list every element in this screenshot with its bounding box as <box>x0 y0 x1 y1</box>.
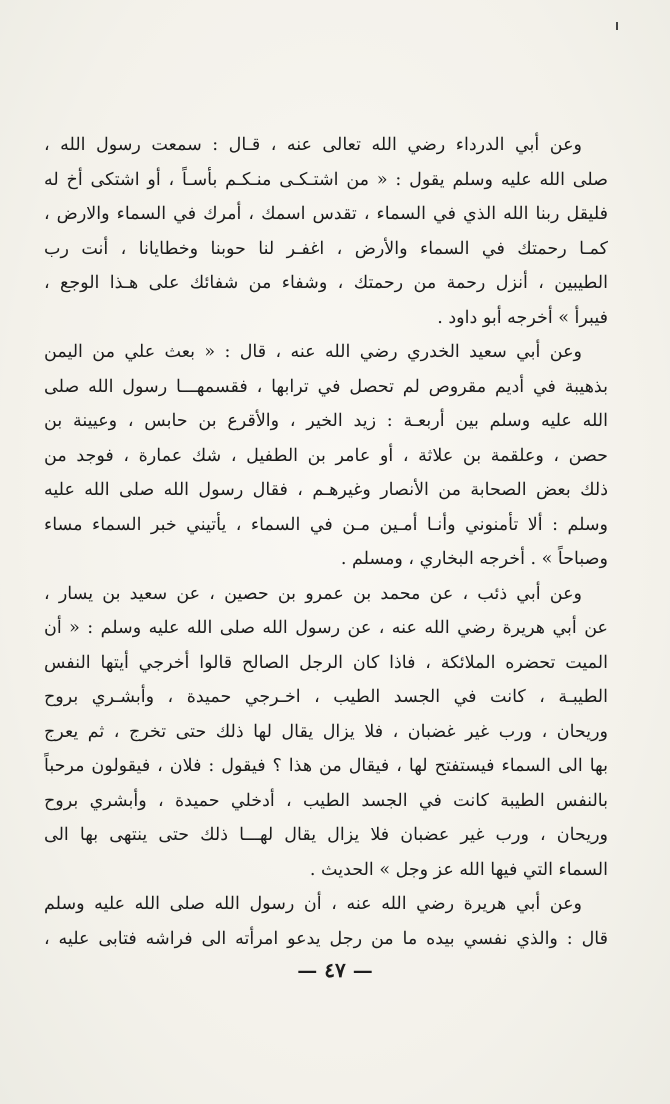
text-line: الله عليه وسلم بين أربعـة : زيد الخير ، والأقرع بن حابس ، وعيينة بن <box>44 411 608 431</box>
paragraph-abu-darda <box>44 128 608 335</box>
text-line: عن أبي هريرة رضي الله عنه ، عن رسول الله صلى الله عليه وسلم : « أن <box>44 618 608 638</box>
paragraph-abu-dhib <box>44 577 608 888</box>
text-line: الميت تحضره الملائكة ، فاذا كان الرجل الصالح قالوا أخرجي أيتها النفس <box>44 652 608 673</box>
text-line: وصباحاً » . أخرجه البخاري ، ومسلم . <box>340 549 608 569</box>
text-line: بها الى السماء فيستفتح لها ، فيقال من هذا ؟ فيقول : فلان ، فيقولون مرحباً <box>44 756 608 776</box>
text-line: قال : والذي نفسي بيده ما من رجل يدعو امرأته الى فراشه فتابى عليه ، <box>44 928 608 949</box>
page-number: — ٤٧ — <box>297 958 373 982</box>
body-text <box>44 128 608 956</box>
text-line: كمـا رحمتك في السماء والأرض ، اغفـر لنا حوبنا وخطايانا ، أنت رب <box>44 238 608 259</box>
text-line: فيبرأ » أخرجه أبو داود . <box>437 307 608 328</box>
text-line: فليقل ربنا الله الذي في السماء ، تقدس اسمك ، أمرك في السماء والارض ، <box>44 204 608 224</box>
text-line: بالنفس الطيبة كانت في الجسد الطيب ، أدخلي حميدة ، وأبشري بروح <box>44 790 608 811</box>
text-line: صلى الله عليه وسلم يقول : « من اشتـكـى منـكـم بأسـاً ، أو اشتكى أخ له <box>44 169 608 190</box>
text-line: بذهيبة في أديم مقروص لم تحصل في ترابها ، فقسمهـــا رسول الله صلى <box>44 376 608 397</box>
text-line: وعن أبي ذئب ، عن محمد بن عمرو بن حصين ، عن سعيد بن يسار ، <box>44 583 582 604</box>
text-line: وعن أبي هريرة رضي الله عنه ، أن رسول الله صلى الله عليه وسلم <box>44 894 582 914</box>
text-line: الطيبـة ، كانت في الجسد الطيب ، اخـرجي حميدة ، وأبشـري بروح <box>44 687 608 707</box>
text-line: وعن أبي الدرداء رضي الله تعالى عنه ، قـال : سمعت رسول الله ، <box>44 135 582 155</box>
paragraph-abu-said <box>44 335 608 577</box>
text-line: ذلك بعض الصحابة من الأنصار وغيرهـم ، فقال رسول الله صلى الله عليه <box>44 480 608 500</box>
text-line: وريحان ، ورب غير غضبان ، فلا يزال يقال لها ذلك حتى تخرج ، ثم يعرج <box>44 721 608 742</box>
text-line: السماء التي فيها الله عز وجل » الحديث . <box>309 859 608 880</box>
margin-mark <box>616 22 618 30</box>
text-line: الطيبين ، أنزل رحمة من رحمتك ، وشفاء من شفائك على هـذا الوجع ، <box>44 273 608 293</box>
text-line: وعن أبي سعيد الخدري رضي الله عنه ، قال : « بعث علي من اليمن <box>44 342 582 362</box>
text-line: وسلم : ألا تأمنوني وأنـا أمـين مـن في السماء ، يأتيني خبر السماء مساء <box>44 514 608 535</box>
text-line: وريحان ، ورب غير عضبان فلا يزال يقال لهـــا ذلك حتى ينتهى بها الى <box>44 825 608 845</box>
paragraph-abu-hurayra <box>44 887 608 956</box>
text-line: حصن ، وعلقمة بن علاثة ، أو عامر بن الطفيل ، شك عمارة ، فوجد من <box>44 445 608 466</box>
